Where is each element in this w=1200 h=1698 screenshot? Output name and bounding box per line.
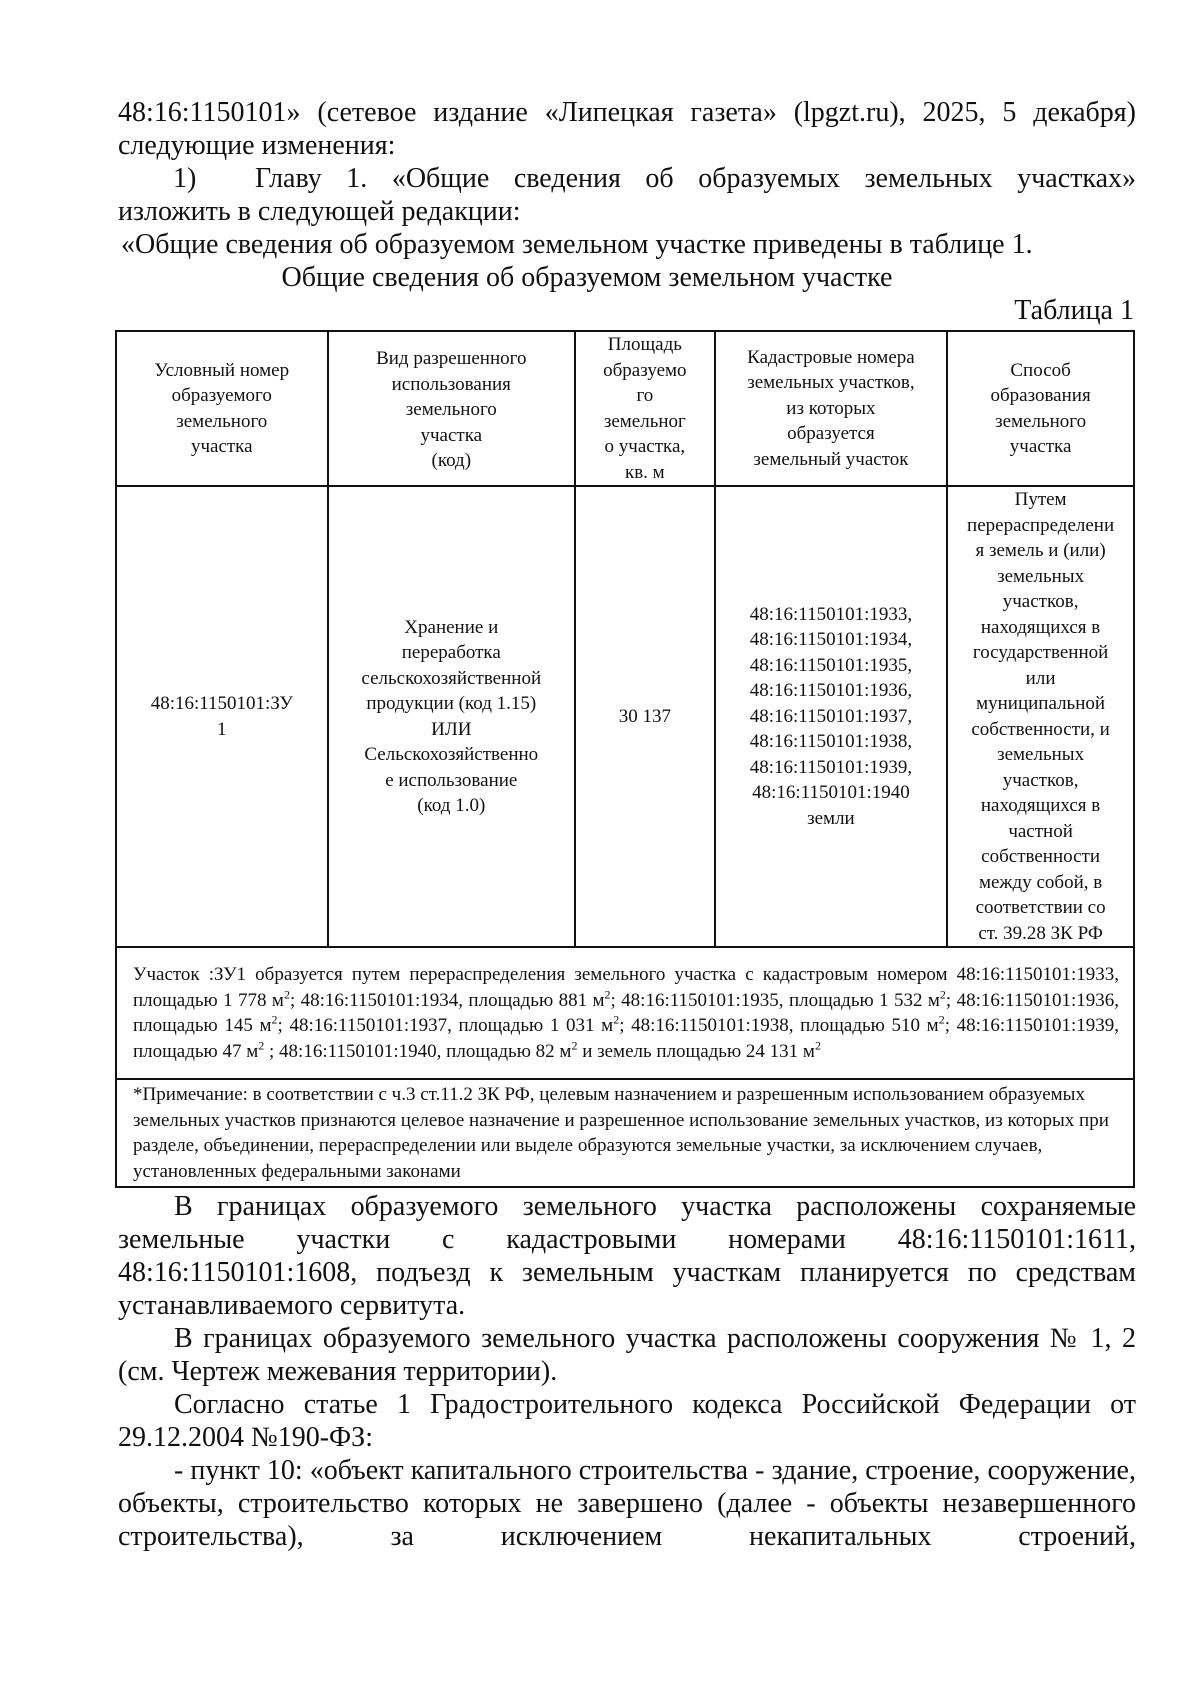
cell-cadastral: 48:16:1150101:1933, 48:16:1150101:1934, 48:16:1150101:1935, 48:16:1150101:1936, 48:16:1150101:1937, 48:16:1150101:1938, 48:16:1150101:1939, 48:16:1150101:1940 земли xyxy=(715,486,948,947)
list-item-1 xyxy=(118,162,1136,195)
paragraph-4: - пункт 10: «объект капитального строительства - здание, строение, сооружение, объекты, строительство которых не завершено (далее - объекты незавершенного строительства), за исключением некапитальных строений, xyxy=(118,1455,1136,1552)
list-item-continuation: изложить в следующей редакции: xyxy=(118,196,521,227)
header-cadastral: Кадастровые номера земельных участков, из которых образуется земельный участок xyxy=(715,331,948,486)
table-row xyxy=(116,486,1134,947)
remark-note: *Примечание: в соответствии с ч.3 ст.11.2 ЗК РФ, целевым назначением и разрешенным использованием образуемых земельных участков признаются целевое назначение и разрешенное использование земельных участков, из которых при разделе, объединении, перераспределении или выделе образуются земельные участки, за исключением случаев, установленных федеральными законами xyxy=(116,1079,1134,1187)
paragraph-2: В границах образуемого земельного участка расположены сооружения № 1, 2 (см. Чертеж межевания территории). xyxy=(118,1323,1136,1387)
quote-line: «Общие сведения об образуемом земельном участке приведены в таблице 1. xyxy=(121,229,1033,260)
document-page xyxy=(118,96,1136,1553)
header-area: Площадь образуемо го земельног о участка, кв. м xyxy=(575,331,715,486)
list-item-number: 1) xyxy=(173,163,197,194)
intro-line-2: следующие изменения: xyxy=(118,130,396,161)
header-usage: Вид разрешенного использования земельного участка (код) xyxy=(328,331,576,486)
cell-parcel-number: 48:16:1150101:ЗУ 1 xyxy=(116,486,328,947)
table-title: Общие сведения об образуемом земельном участке xyxy=(281,262,893,293)
paragraph-1: В границах образуемого земельного участка расположены сохраняемые земельные участки с кадастровыми номерами 48:16:1150101:1611, 48:16:1150101:1608, подъезд к земельным участкам планируется по средствам устанавливаемого сервитута. xyxy=(118,1191,1136,1321)
table-header-row xyxy=(116,331,1134,486)
header-parcel-number: Условный номер образуемого земельного участка xyxy=(116,331,328,486)
parcel-note: Участок :ЗУ1 образуется путем перераспределения земельного участка с кадастровым номером 48:16:1150101:1933, площадью 1 778 $м^2$; 48:16:1150101:1934, площадью 881 $м^2$; 48:16:1150101:1935, площадью 1 532 $м^2$; 48:16:1150101:1936, площадью 145 $м^2$; 48:16:1150101:1937, площадью 1 031 $м^2$; 48:16:1150101:1938, площадью 510 $м^2$; 48:16:1150101:1939, площадью 47 $м^2$ ; 48:16:1150101:1940, площадью 82 $м^2$ и земель площадью 24 131 $м^2$ xyxy=(116,947,1134,1079)
cell-usage: Хранение и переработка сельскохозяйственной продукции (код 1.15) ИЛИ Сельскохозяйственно е использование (код 1.0) xyxy=(328,486,576,947)
paragraph-3: Согласно статье 1 Градостроительного кодекса Российской Федерации от 29.12.2004 №190-ФЗ: xyxy=(118,1389,1136,1453)
table-label: Таблица 1 xyxy=(1014,295,1134,326)
info-table xyxy=(115,330,1135,1188)
remark-row xyxy=(116,1079,1134,1187)
parcel-note-row xyxy=(116,947,1134,1079)
list-item-text: Главу 1. «Общие сведения об образуемых земельных участках» xyxy=(255,163,1136,194)
cell-area: 30 137 xyxy=(575,486,715,947)
cell-method: Путем перераспределени я земель и (или) земельных участков, находящихся в государственной или муниципальной собственности, и земельных участков, находящихся в частной собственности между собой, в соответствии со ст. 39.28 ЗК РФ xyxy=(947,486,1134,947)
header-method: Способ образования земельного участка xyxy=(947,331,1134,486)
intro-line-1: 48:16:1150101» (сетевое издание «Липецкая газета» (lpgzt.ru), 2025, 5 декабря) xyxy=(118,97,1136,128)
